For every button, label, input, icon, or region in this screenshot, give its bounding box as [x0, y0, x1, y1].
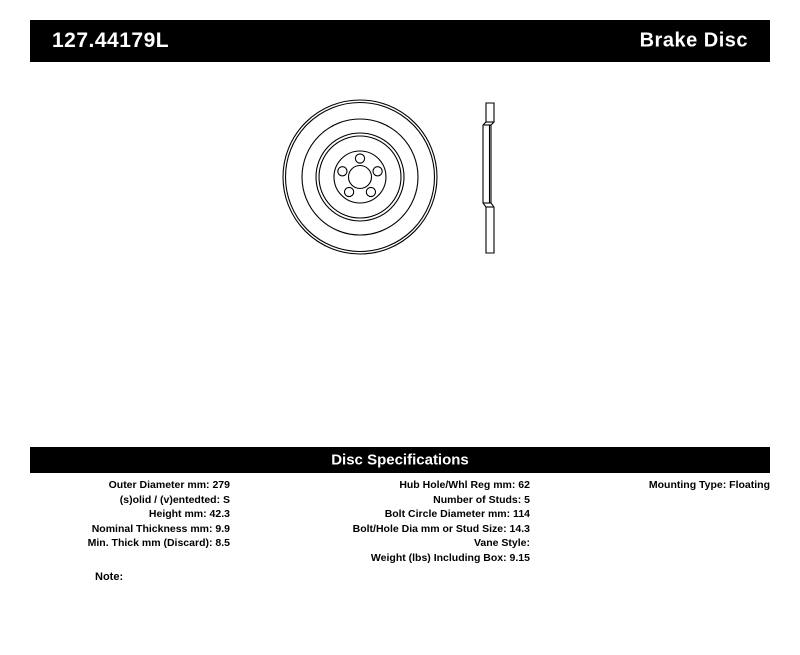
stud-hole: [373, 167, 382, 176]
rotor-hat-step: [319, 136, 401, 218]
spec-header-bar: [30, 447, 770, 473]
spec-column-right: [550, 478, 770, 493]
stud-hole: [355, 154, 364, 163]
spec-item: Mounting Type: Floating: [648, 479, 770, 491]
rotor-outer-edge-inner: [286, 103, 435, 252]
stud-hole: [366, 187, 375, 196]
spec-item: Min. Thick mm (Discard): 8.5: [87, 537, 230, 550]
rotor-outer-edge: [283, 100, 437, 254]
spec-item: Bolt Circle Diameter mm: 114: [384, 508, 530, 521]
spec-item: Bolt/Hole Dia mm or Stud Size: 14.3: [352, 522, 530, 535]
spec-item: Outer Diameter mm: 279: [108, 479, 230, 491]
header-bar: [30, 20, 770, 62]
disc-drawing: [250, 85, 580, 285]
part-number: 127.44179L: [52, 29, 170, 52]
stud-hole: [345, 187, 354, 196]
spec-item: Vane Style:: [473, 537, 530, 550]
hub-hole: [349, 166, 372, 189]
spec-column-left: [30, 478, 230, 551]
spec-heading: Disc Specifications: [331, 451, 469, 469]
spec-item: (s)olid / (v)entedted: S: [119, 493, 230, 506]
note-label: Note:: [95, 571, 124, 583]
spec-item: Number of Studs: 5: [433, 493, 530, 506]
spec-item: Weight (lbs) Including Box: 9.15: [370, 551, 530, 564]
spec-item: Hub Hole/Whl Reg mm: 62: [399, 479, 530, 491]
spec-item: Height mm: 42.3: [148, 508, 230, 521]
spec-item: Nominal Thickness mm: 9.9: [91, 522, 230, 535]
disc-drawing-svg: [250, 85, 580, 285]
stud-hole: [338, 167, 347, 176]
page-title: Brake Disc: [639, 29, 748, 52]
rotor-hat-face: [334, 151, 386, 203]
spec-column-middle: [245, 478, 530, 566]
rotor-hat-outer: [316, 133, 404, 221]
